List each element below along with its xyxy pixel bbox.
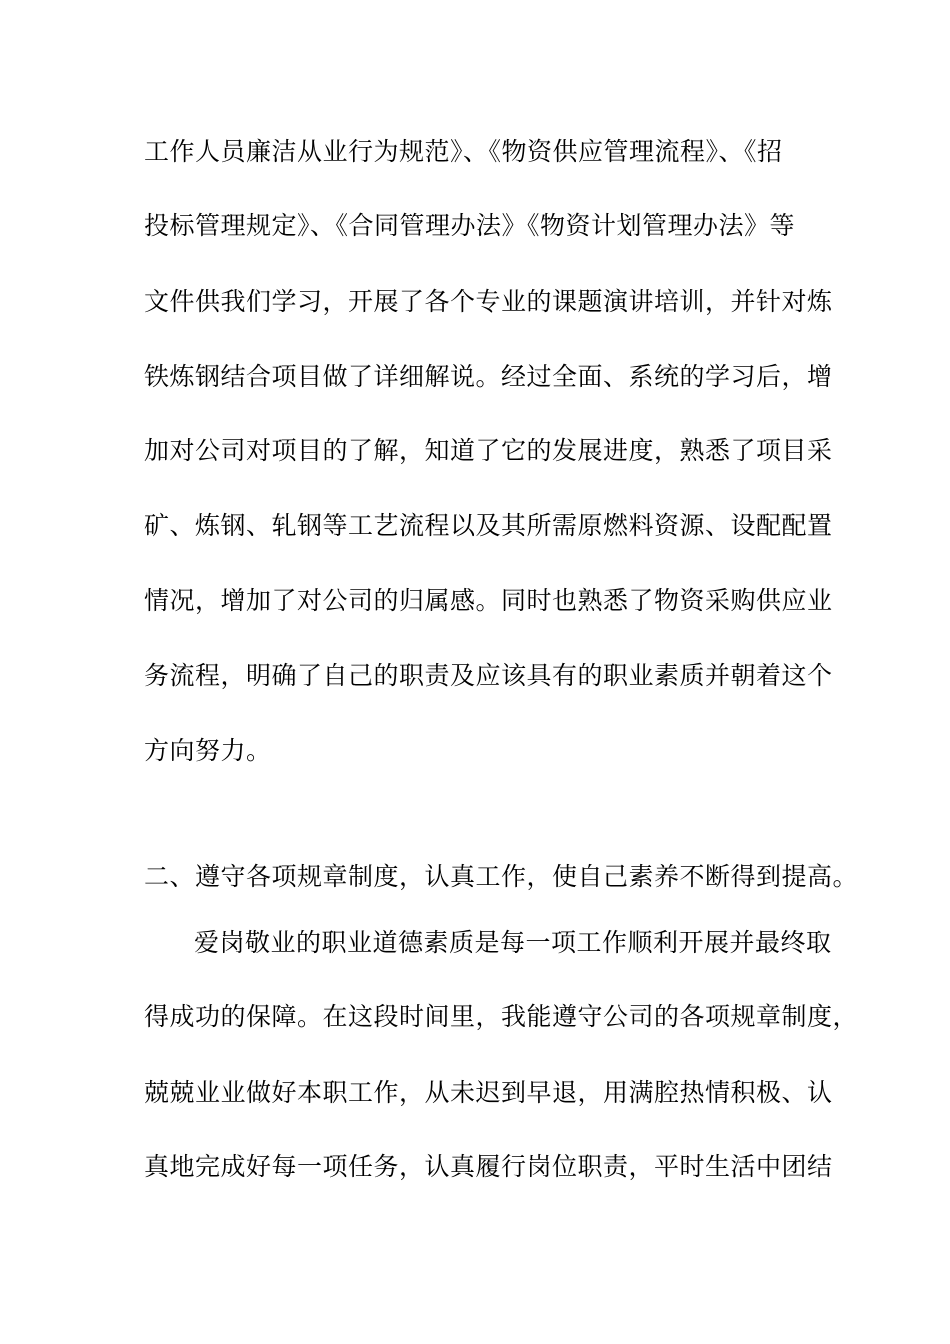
text-line: 情况，增加了对公司的归属感。同时也熟悉了物资采购供应业 <box>144 586 833 615</box>
text-line: 加对公司对项目的了解，知道了它的发展进度，熟悉了项目采 <box>144 436 833 465</box>
text-line: 得成功的保障。在这段时间里，我能遵守公司的各项规章制度， <box>144 1002 859 1031</box>
text-line: 矿、炼钢、轧钢等工艺流程以及其所需原燃料资源、设配配置 <box>144 511 833 540</box>
text-line: 兢兢业业做好本职工作，从未迟到早退，用满腔热情积极、认 <box>144 1078 833 1107</box>
text-line: 铁炼钢结合项目做了详细解说。经过全面、系统的学习后，增 <box>144 362 833 391</box>
section-heading: 二、遵守各项规章制度，认真工作，使自己素养不断得到提高。 <box>144 862 859 891</box>
text-line: 投标管理规定》、《合同管理办法》《物资计划管理办法》等 <box>144 211 796 240</box>
text-line: 方向努力。 <box>144 736 272 765</box>
text-line: 务流程，明确了自己的职责及应该具有的职业素质并朝着这个 <box>144 661 833 690</box>
text-line: 工作人员廉洁从业行为规范》、《物资供应管理流程》、《招 <box>144 137 783 166</box>
text-line: 真地完成好每一项任务，认真履行岗位职责，平时生活中团结 <box>144 1152 833 1181</box>
text-line: 文件供我们学习，开展了各个专业的课题演讲培训，并针对炼 <box>144 287 833 316</box>
paragraph-first-line: 爱岗敬业的职业道德素质是每一项工作顺利开展并最终取 <box>194 928 832 957</box>
